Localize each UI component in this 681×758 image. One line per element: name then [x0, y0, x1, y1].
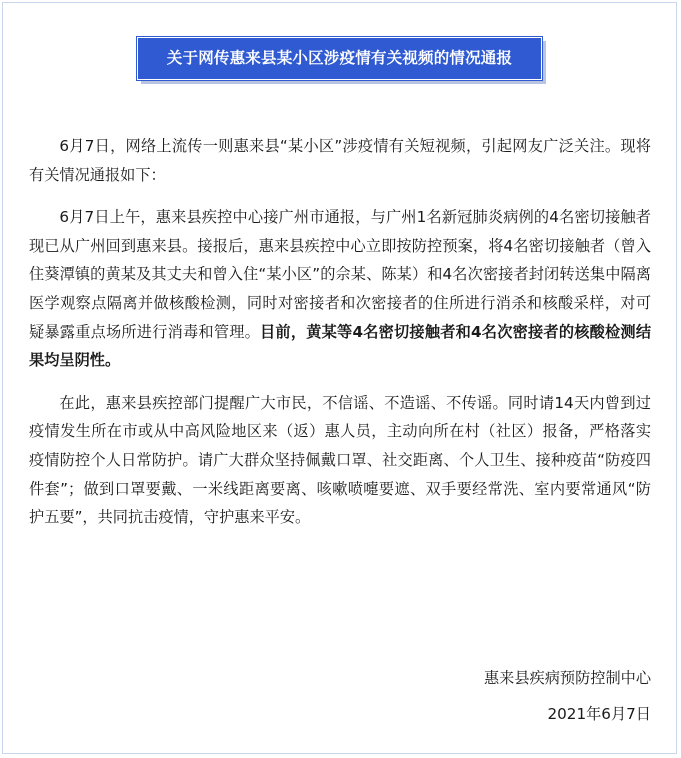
document-title: 关于网传惠来县某小区涉疫情有关视频的情况通报 — [137, 37, 542, 80]
signature-date: 2021年6月7日 — [547, 705, 651, 723]
title-banner — [137, 37, 548, 86]
paragraph-text: 6月7日上午，惠来县疾控中心接广州市通报，与广州1名新冠肺炎病例的4名密切接触者现已从广州回到惠来县。接报后，惠来县疾控中心立即按防控预案，将4名密切接触者（曾入住葵潭镇的黄某及其丈夫和曾入住“某小区”的佘某、陈某）和4名次密接者封闭转送集中隔离医学观察点隔离并做核酸检测，同时对密接者和次密接者的住所进行消杀和核酸采样，对可疑暴露重点场所进行消毒和管理。 — [29, 208, 651, 341]
paragraph-emphasis: 目前，黄某等4名密切接触者和4名次密接者的核酸检测结果均呈阴性。 — [29, 322, 652, 370]
signature-organization: 惠来县疾病预防控制中心 — [483, 669, 651, 687]
paragraph-text: 在此，惠来县疾控部门提醒广大市民，不信谣、不造谣、不传谣。同时请14天内曾到过疫情发生所在市或从中高风险地区来（返）惠人员，主动向所在村（社区）报备，严格落实疫情防控个人日常防护。请广大群众坚持佩戴口罩、社交距离、个人卫生、接种疫苗“防疫四件套”；做到口罩要戴、一米线距离要离、咳嗽喷嚏要遮、双手要经常洗、室内要常通风“防护五要”，共同抗击疫情，守护惠来平安。 — [29, 393, 651, 527]
paragraph-details — [29, 203, 651, 375]
paragraph-text: 6月7日，网络上流传一则惠来县“某小区”涉疫情有关短视频，引起网友广泛关注。现将有关情况通报如下： — [29, 137, 651, 184]
notice-body — [29, 132, 651, 546]
paragraph-reminder — [29, 389, 651, 532]
paragraph-intro — [29, 132, 651, 189]
